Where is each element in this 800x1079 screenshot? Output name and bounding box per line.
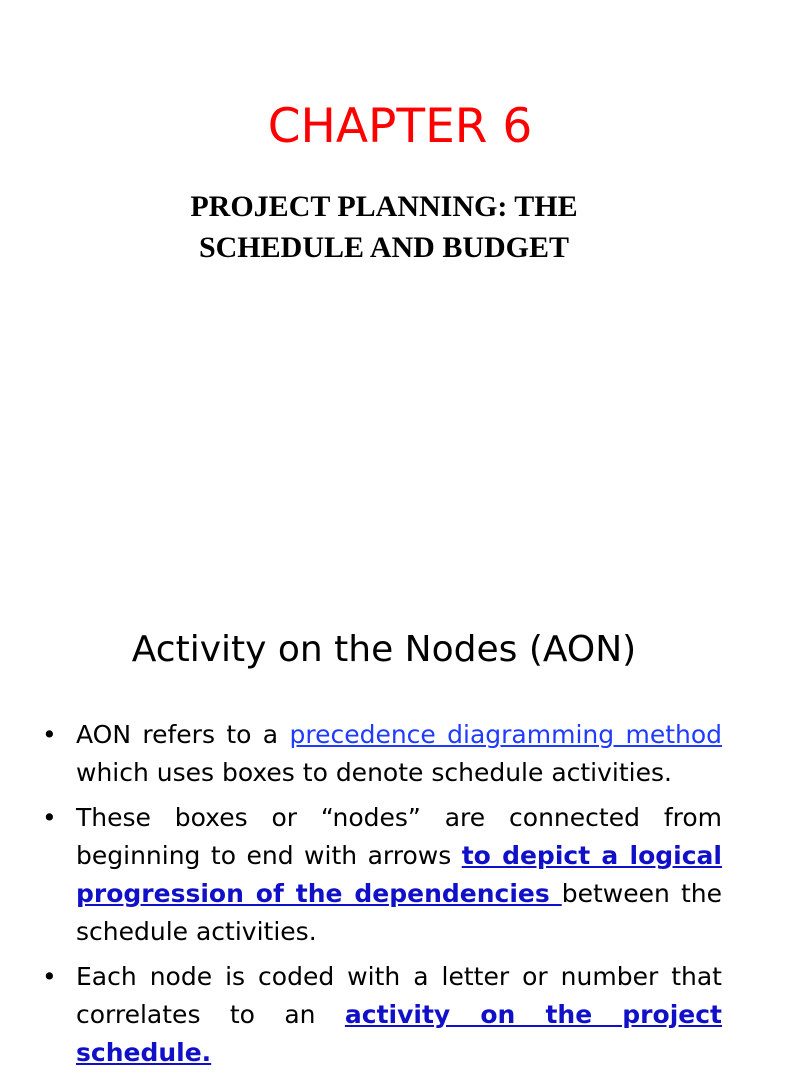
bullet-text: These boxes or “nodes” are connected from beginning to end with arrows [76,803,722,870]
bullet-list [40,716,722,1079]
project-schedule-activity-link[interactable]: activity on the project schedule. [76,1000,722,1067]
bullet-dot-icon: • [42,962,57,991]
bullet-text: which uses boxes to denote schedule activities. [76,758,672,787]
bullet-dot-icon: • [42,803,57,832]
chapter-title: CHAPTER 6 [267,99,533,154]
logical-progression-link[interactable]: to depict a logical progression of the dependencies [76,841,722,908]
bullet-text: between the schedule activities. [76,879,722,946]
subtitle-line-2: SCHEDULE AND BUDGET [198,231,570,264]
bullet-item-aon-definition [40,716,722,792]
bullet-item-nodes-connected [40,799,722,951]
precedence-diagramming-link[interactable]: precedence diagramming method [289,720,723,749]
bullet-text: AON refers to a [76,720,290,749]
bullet-text: Each node is coded with a letter or number that correlates to an [76,962,722,1029]
slide-heading: Activity on the Nodes (AON) [131,629,637,670]
bullet-item-node-coding [40,958,722,1072]
content-slide [0,576,768,1067]
subtitle-line-1: PROJECT PLANNING: THE [190,190,578,223]
chapter-subtitle [0,186,768,268]
bullet-dot-icon: • [42,720,57,749]
